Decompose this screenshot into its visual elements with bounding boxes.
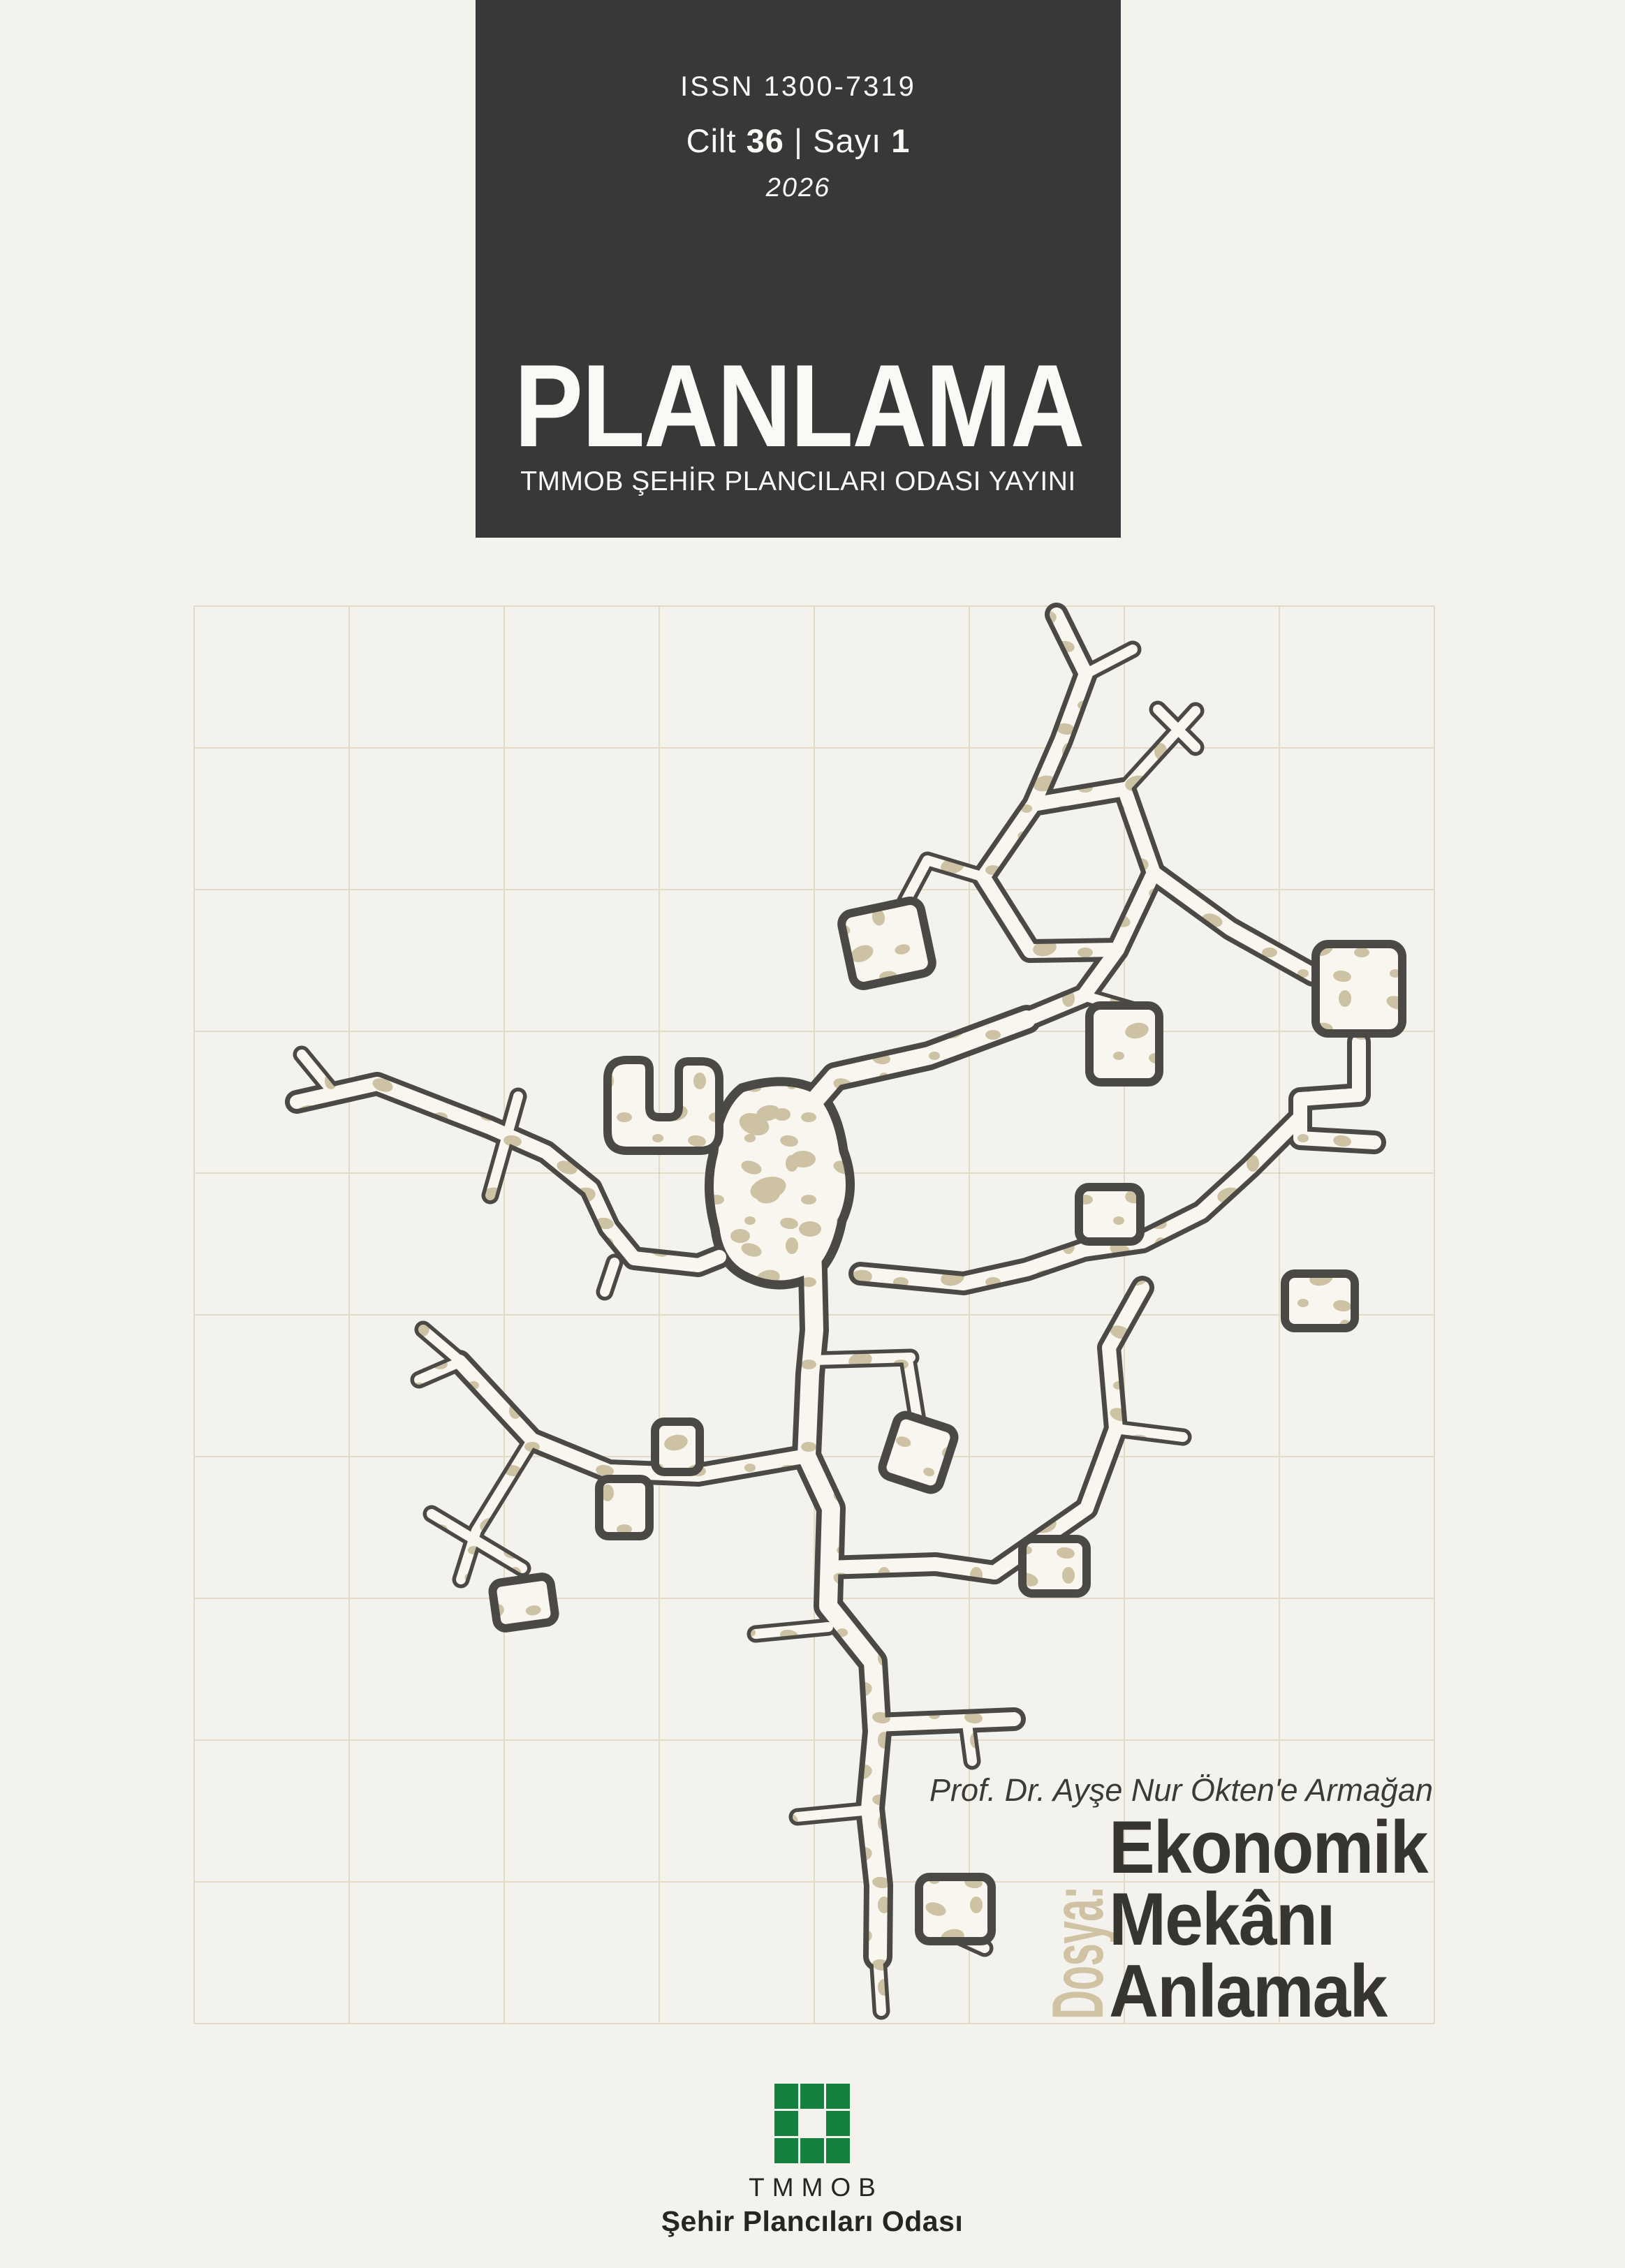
volume-label: Cilt [686,122,737,159]
logo-cell [826,2084,850,2109]
issue-label: Sayı [813,122,882,159]
tmmob-spo-logo-icon [774,2084,850,2163]
logo-cell [800,2138,824,2163]
journal-title: PLANLAMA [514,340,1084,471]
publisher-name: Şehir Plancıları Odası [661,2205,964,2237]
logo-cell [826,2111,850,2136]
issue-number: 1 [891,122,911,159]
logo-cell [774,2138,798,2163]
separator: | [793,122,804,159]
logo-cell [774,2084,798,2109]
dossier-title-line-2: Mekânı [1109,1877,1334,1961]
dedication-line: Prof. Dr. Ayşe Nur Ökten'e Armağan [929,1772,1433,1808]
logo-cell [826,2138,850,2163]
masthead-panel [476,0,1121,538]
logo-cell [774,2111,798,2136]
logo-cell [800,2084,824,2109]
dossier-title-line-1: Ekonomik [1109,1805,1427,1889]
volume-number: 36 [746,122,784,159]
publisher-block [533,2084,1091,2238]
dossier-label: Dosya: [1038,1886,1119,2019]
dossier-title [1109,1805,1427,2033]
volume-issue [476,122,1121,160]
journal-subtitle: TMMOB ŞEHİR PLANCILARI ODASI YAYINI [520,466,1076,496]
year: 2026 [765,173,831,202]
publisher-org: TMMOB [749,2173,883,2202]
dossier-title-line-3: Anlamak [1109,1949,1387,2033]
issn: ISSN 1300-7319 [680,71,916,102]
logo-cell-hole [800,2111,824,2136]
